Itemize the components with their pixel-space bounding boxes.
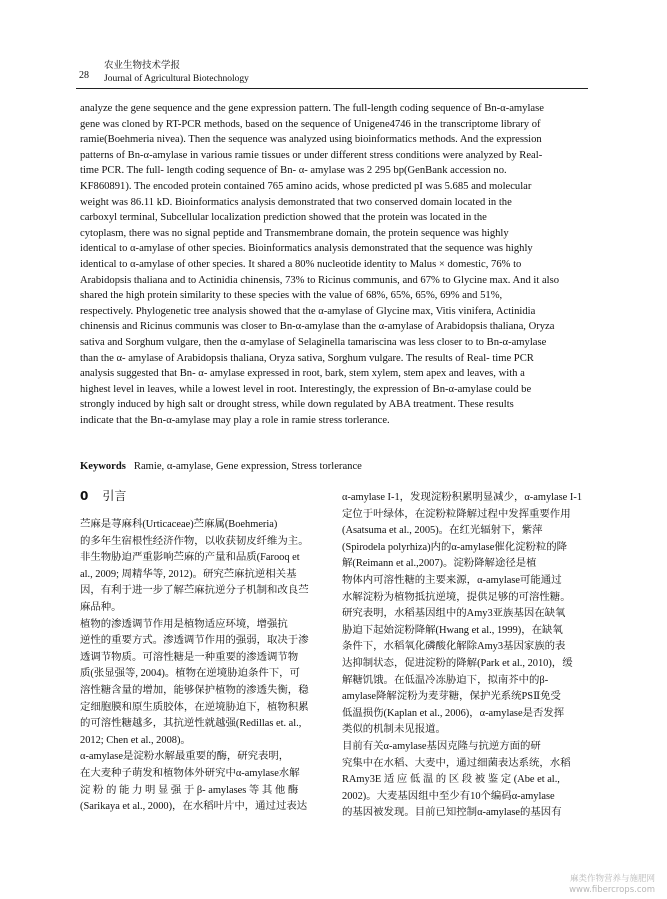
- keywords-list: Ramie, α-amylase, Gene expression, Stress torlerance: [133, 461, 362, 472]
- paragraph: α-amylase是淀粉水解最重要的酶，研究表明， 在大麦种子萌发和植物体外研究中α-amylase水解 淀 粉 的 能 力 明 显 强 于 β- amylases 等 其 他 酶 (Sarikaya et al., 2000)，在水稻叶片中，通过过表达: [80, 751, 308, 813]
- keywords-line: [80, 459, 590, 475]
- paragraph: 目前有关α-amylase基因克隆与抗逆方面的研 究集中在水稻、大麦中，通过细菌表达系统，水稻 RAmy3E 适 应 低 温 的 区 段 被 鉴 定 (Abe et al., 2002)。大麦基因组中至少有10个编码α-amylase 的基因被发现。目前已知控制α-amylase的基因有: [342, 740, 571, 819]
- paragraph: α-amylase I-1，发现淀粉积累明显减少，α-amylase I-1 定位于叶绿体，在淀粉粒降解过程中发挥重要作用 (Asatsuma et al., 2005)。在红光辐射下，紫萍 (Spirodela polyrhiza)内的α-amylase催化淀粉粒的降 解(Reimann et al.,2007)。淀粉降解途径是植 物体内可溶性糖的主要来源，α-amylase可能通过 水解淀粉为植物抵抗逆境，提供足够的可溶性糖。 研究表明，水稻基因组中的Amy3亚族基因在缺氧 胁迫下起始淀粉降解(Hwang et al., 1999)，在缺氧 条件下，水稻氧化磷酸化解除Amy3基因家族的表 达抑制状态，促进淀粉的降解(Park et al., 2010)，缓 解糖饥饿。在低温冷冻胁迫下，拟南芥中的β- amylase降解淀粉为麦芽糖，保护光系统PSⅡ免受 低温损伤(Kaplan et al., 2006)，α-amylase是否发挥 类似的机制未见报道。: [342, 492, 583, 736]
- site-watermark: [515, 874, 655, 896]
- left-column: [80, 517, 322, 816]
- header-rule: [76, 88, 588, 89]
- abstract-text: analyze the gene sequence and the gene expression pattern. The full-length coding sequence of Bn-α-amylase gene was cloned by RT-PCR methods, based on the sequence of Unigene4746 in the transcriptome library of ramie(Boehmeria nivea). Then the sequence was analyzed using bioinformatics methods. And the expression patterns of Bn-α-amylase in various ramie tissues or under different stress conditions were analyzed by Real- time PCR. The full- length coding sequence of Bn- α- amylase was 2 295 bp(GenBank accession no. KF860891). The encoded protein contained 765 amino acids, whose predicted pI was 5.685 and molecular weight was 86.11 kD. Bioinformatics analysis demonstrated that two conserved domain located in the carboxyl terminal, Subcellular localization prediction showed that the protein was located in the cytoplasm, there was no signal peptide and Transmembrane domain, the protein sequence was highly identical to α-amylase of other species. Bioinformatics analysis demonstrated that the sequence was highly identical to α-amylase of other species. It shared a 80% nucleotide identity to Malus × domestic, 76% to Arabidopsis thaliana and to Actinidia chinensis, 73% to Ricinus communis, and 67% to Glycine max. And it also shared the high protein similarity to these species with the value of 68%, 65%, 65%, 69% and 51%, respectively. Phylogenetic tree analysis showed that the α-amylase of Glycine max, Vitis vinifera, Actinidia chinensis and Ricinus communis was closer to Bn-α-amylase than the α-amylase of Arabidopsis thaliana, Oryza sativa and Sorghum vulgare, then the α-amylase of Selaginella tamariscina was less closer to to Bn-α-amylase than the α- amylase of Arabidopsis thaliana, Oryza sativa, Sorghum vulgare. The results of Real- time PCR analysis suggested that Bn- α- amylase expressed in root, bark, stem xylem, stem apex and leaves, with a highest level in leaves, while a lowest level in root. Interestingly, the expression of Bn-α-amylase could be strongly induced by high salt or drought stress, while down regulated by ABA treatment. These results indicate that the Bn-α-amylase may play a role in ramie stress torlerance.: [80, 103, 560, 426]
- journal-title: [104, 60, 404, 86]
- watermark-name: 麻类作物营养与施肥网: [569, 874, 655, 884]
- right-column: [342, 490, 584, 822]
- section-heading: [80, 488, 126, 504]
- paragraph: 苎麻是荨麻科(Urticaceae)苎麻属(Boehmeria) 的多年生宿根性经济作物，以收获韧皮纤维为主。 非生物胁迫严重影响苎麻的产量和品质(Farooq et al., 2009; 周精华等, 2012)。研究苎麻抗逆相关基 因，有利于进一步了解苎麻抗逆分子机制和改良苎 麻品种。: [80, 519, 309, 613]
- page-number: 28: [79, 70, 89, 81]
- journal-title-en: Journal of Agricultural Biotechnology: [104, 74, 249, 84]
- section-title: 引言: [102, 489, 127, 503]
- journal-title-cn: 农业生物技术学报: [104, 61, 181, 71]
- keywords-label: Keywords: [80, 461, 126, 472]
- section-number: 0: [80, 489, 89, 503]
- watermark-url: www.fibercrops.com: [569, 885, 655, 895]
- paragraph: 植物的渗透调节作用是植物适应环境，增强抗 逆性的重要方式。渗透调节作用的强弱，取决于渗 透调节物质。可溶性糖是一种重要的渗透调节物 质(张显强等, 2004)。植物在逆境胁迫条件下，可 溶性糖含量的增加，能够保护植物的渗透失衡，稳 定细胞膜和原生质胶体，在逆境胁迫下，植物积累 的可溶性糖越多，其抗逆性就越强(Redillas et. al., 2012; Chen et al., 2008)。: [80, 618, 309, 746]
